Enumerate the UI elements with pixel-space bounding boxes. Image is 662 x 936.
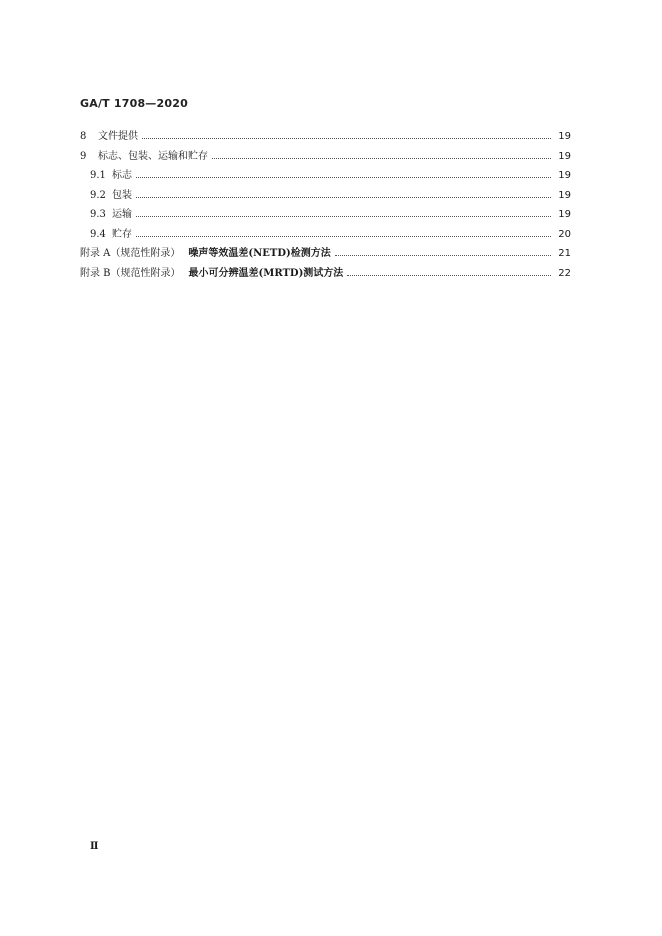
toc-entry-9[interactable] — [80, 147, 571, 167]
document-code: GA/T 1708—2020 — [80, 97, 188, 110]
toc-entry-number: 9.3 — [90, 209, 106, 220]
toc-leader-dots — [347, 274, 551, 276]
toc-leader-dots — [335, 254, 551, 256]
toc-entry-page: 19 — [558, 150, 571, 162]
toc-entry-number: 9.1 — [90, 170, 106, 181]
page-number: Ⅱ — [90, 841, 99, 852]
toc-entry-page: 20 — [558, 228, 571, 240]
toc-entry-title: 包装 — [112, 189, 132, 201]
toc-entry-title: 贮存 — [112, 228, 132, 240]
toc-entry-9-1[interactable] — [80, 166, 571, 186]
toc-annex-label: 附录 A（规范性附录） — [80, 248, 181, 259]
toc-entry-8[interactable] — [80, 127, 571, 147]
toc-leader-dots — [136, 235, 551, 237]
toc-entry-number: 9 — [80, 150, 87, 162]
toc-entry-page: 19 — [558, 189, 571, 201]
table-of-contents — [80, 127, 571, 283]
toc-entry-page: 19 — [558, 209, 571, 220]
toc-annex-label: 附录 B（规范性附录） — [80, 267, 181, 279]
toc-entry-title: 最小可分辨温差(MRTD)测试方法 — [188, 267, 344, 279]
toc-entry-number: 9.2 — [90, 189, 106, 201]
toc-entry-page: 21 — [558, 248, 571, 259]
toc-entry-page: 19 — [558, 131, 571, 142]
toc-entry-number: 9.4 — [90, 228, 106, 240]
toc-entry-title: 噪声等效温差(NETD)检测方法 — [188, 248, 331, 259]
toc-entry-page: 19 — [558, 170, 571, 181]
toc-leader-dots — [136, 196, 551, 198]
toc-entry-annex-a[interactable] — [80, 244, 571, 264]
toc-entry-number: 8 — [80, 131, 87, 142]
toc-entry-page: 22 — [558, 267, 571, 279]
toc-entry-9-4[interactable] — [80, 225, 571, 245]
toc-entry-9-2[interactable] — [80, 186, 571, 206]
toc-entry-9-3[interactable] — [80, 205, 571, 225]
toc-entry-title: 标志 — [112, 170, 132, 181]
toc-entry-title: 运输 — [112, 209, 132, 220]
toc-entry-title: 标志、包装、运输和贮存 — [98, 150, 208, 162]
toc-leader-dots — [142, 137, 551, 139]
toc-entry-annex-b[interactable] — [80, 264, 571, 284]
toc-entry-title: 文件提供 — [98, 131, 138, 142]
toc-leader-dots — [212, 157, 551, 159]
toc-leader-dots — [136, 176, 551, 178]
toc-leader-dots — [136, 215, 551, 217]
